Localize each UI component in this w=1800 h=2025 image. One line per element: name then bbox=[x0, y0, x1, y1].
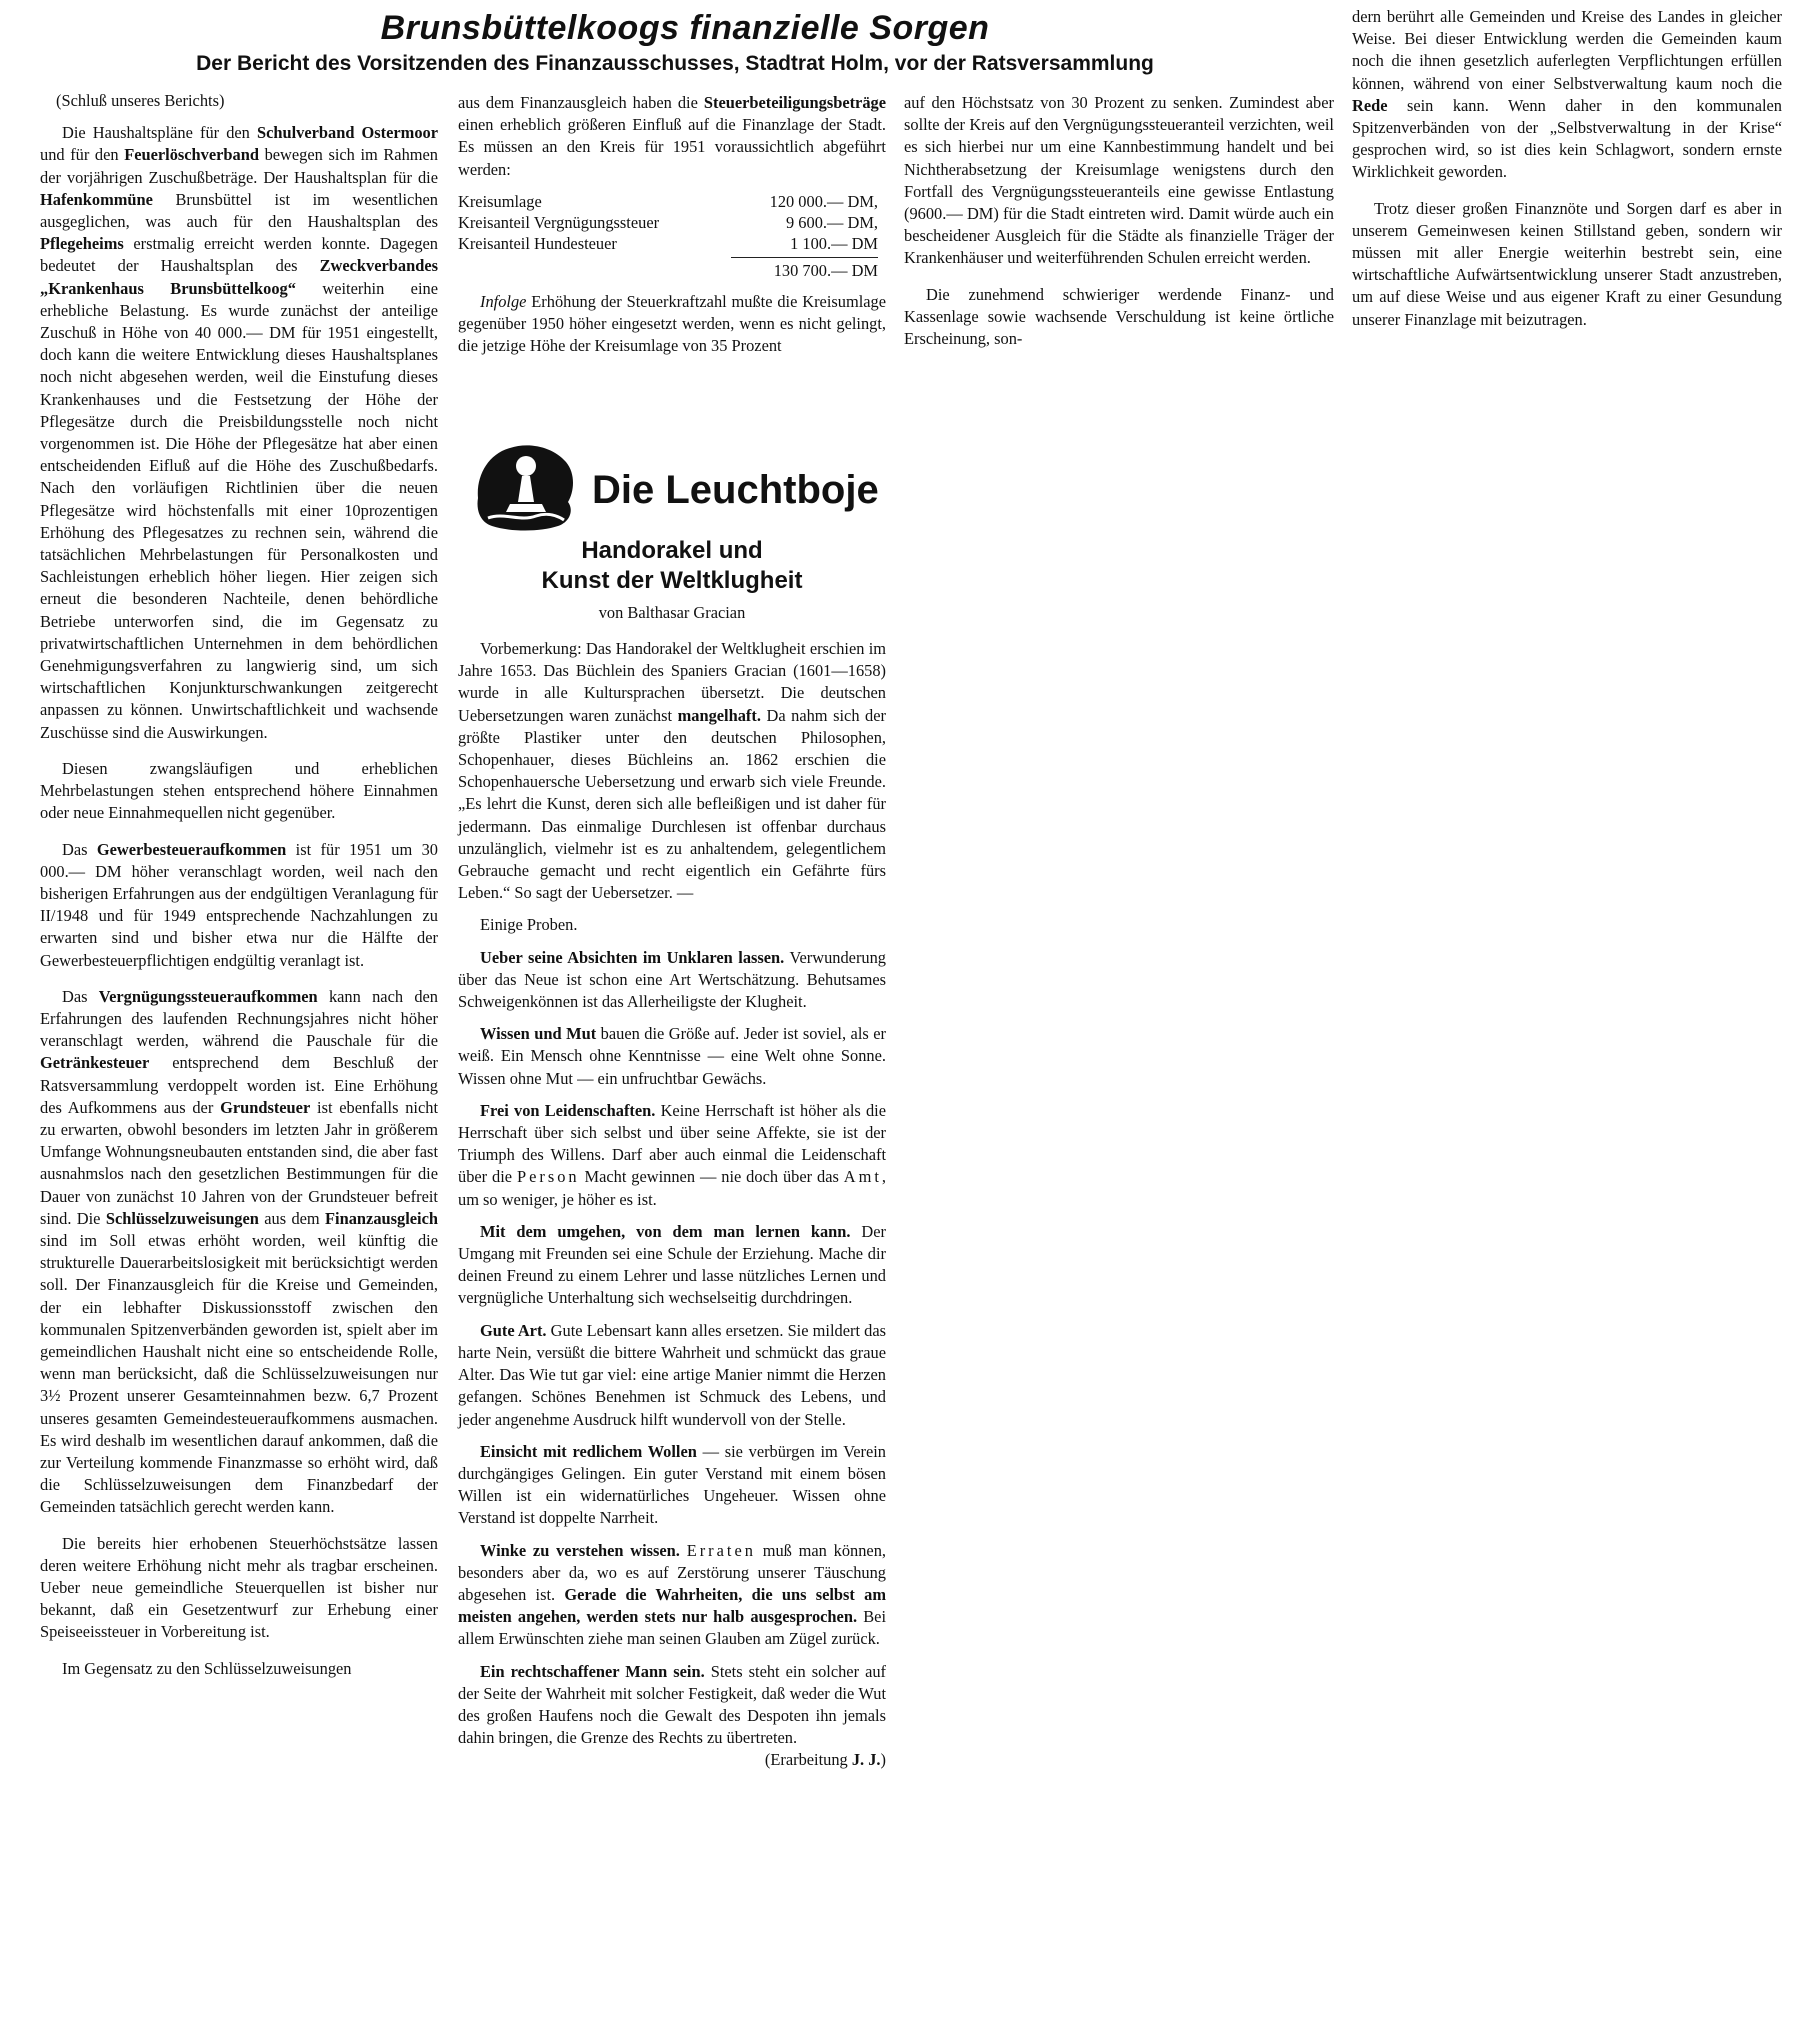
leuchtboje-author: von Balthasar Gracian bbox=[598, 603, 746, 622]
table-cell-label: Kreisanteil Vergnügungssteuer bbox=[458, 212, 660, 232]
spaced-word: Amt bbox=[843, 1167, 882, 1187]
table-cell-label: Kreisumlage bbox=[458, 191, 542, 211]
table-total: 130 700.— DM bbox=[773, 260, 878, 280]
spaced-word: Person bbox=[516, 1167, 580, 1187]
article-headline: Brunsbüttelkoogs finanzielle Sorgen bbox=[380, 9, 990, 47]
maxim-paragraph bbox=[458, 1441, 886, 1530]
maxim-heading: Winke zu verstehen wissen. bbox=[480, 1540, 680, 1560]
paragraph: Im Gegensatz zu den Schlüsselzuweisungen bbox=[62, 1658, 352, 1678]
maxim-heading: Ueber seine Absichten im Unklaren lassen. bbox=[480, 947, 785, 967]
article-column-2 bbox=[458, 92, 886, 371]
text-span: Gute Lebensart kann alles ersetzen. Sie mildert das harte Nein, versüßt die bittere Wahrheit und schmückt das graue Alter. Das Wie tut gar viel: eine artige Manier nimmt die Herzen gefangen. Schönes Benehmen ist Schmuck des Lebens, und jeder angenehme Ausdruck hilft wundervoll von der Stelle. bbox=[458, 1320, 886, 1429]
text-span: Keine Herrschaft ist höher als die Herrschaft über sich selbst und über seine Affekte, sie ist der Triumph des Willens. Darf aber auch einmal die Leidenschaft über die bbox=[458, 1100, 886, 1187]
leuchtboje-title: Die Leuchtboje bbox=[592, 468, 879, 512]
paragraph: Die Haushaltspläne für den Schulverband Ostermoor und für den Feuerlöschverband bewegen sich im Rahmen der vorjährigen Zuschußbeträge. Der Haushaltsplan für die Hafenkommüne Brunsbüttel ist im wesentlichen ausgeglichen, was auch für den Haushaltsplan des Pflegeheims erstmalig erreicht werden konnte. Dagegen bedeutet der Haushaltsplan des Zweckverbandes „Krankenhaus Brunsbüttelkoog“ weiterhin eine erhebliche Belastung. Es wurde zunächst der anteilige Zuschuß in Höhe von 40 000.— DM für 1951 eingestellt, doch kann die weitere Entwicklung dieses Haushaltsplanes noch nicht abgesehen werden, weil die Einstufung dieses Krankenhauses und die Festsetzung der Höhe der Pflegesätze durch die Preisbildungsstelle noch nicht vorgenommen ist. Die Höhe der Pflegesätze hat aber einen entscheidenden Eifluß auf die Höhe des Zuschußbedarfs. Nach den vorläufigen Richtlinien über die neuen Pflegesätze wird höchstenfalls mit einer 10prozentigen Erhöhung des Pflegesatzes zu rechnen sein, während die tatsächlichen Mehrbelastungen für Personalkosten und Sachleistungen erheblich höher liegen. Hier zeigen sich erneut die besonderen Nachteile, denen behördliche Betriebe unterworfen sind, die im Gegensatz zu privatwirtschaftlichen Unternehmen in dem behördlichen Genehmigungsverfahren zu langwierig sind, um sich wirtschaftlichen Konjunkturschwankungen zeitgerecht anpassen zu können. Unwirtschaftlichkeit und wachsende Zuschüsse sind die Auswirkungen. bbox=[40, 123, 438, 742]
table-row bbox=[458, 212, 878, 233]
article-column-4 bbox=[1352, 6, 1782, 345]
paragraph: Infolge Erhöhung der Steuerkraftzahl mußte die Kreisumlage gegenüber 1950 höher eingesetzt werden, wenn es nicht gelingt, die jetzige Höhe der Kreisumlage von 35 Prozent bbox=[458, 291, 886, 356]
intro-paragraph: Vorbemerkung: Das Handorakel der Weltklugheit erschien im Jahre 1653. Das Büchlein des Spaniers Gracian (1601—1658) wurde in alle Kultursprachen übersetzt. Die deutschen Uebersetzungen waren zunächst mangelhaft. Da nahm sich der größte Plastiker unter den deutschen Philosophen, Schopenhauer, dieses Büchleins an. 1862 erschien die Schopenhauersche Uebersetzung und erwarb sich viele Freunde. „Es lehrt die Kunst, deren sich alle befleißigen und ist daher für jedermann. Das einmalige Durchlesen ist offenbar durchaus unzulänglich, vielmehr ist es zu anhaltendem, gelegentlichem Gebrauche gemacht und recht eigentlich ein Gefährte fürs Leben.“ So sagt der Uebersetzer. — bbox=[458, 639, 886, 903]
paragraph: Das Gewerbesteueraufkommen ist für 1951 um 30 000.— DM höher veranschlagt worden, weil nach den bisherigen Erfahrungen aus der endgültigen Veranlagung für II/1948 und für 1949 entsprechende Nachzahlungen zu erwarten sind und bisher etwa nur die Hälfte der Gewerbesteuerpflichtigen endgültig veranlagt ist. bbox=[40, 839, 439, 970]
leuchtboje-subtitle: Handorakel und Kunst der Weltklugheit bbox=[541, 537, 803, 594]
maxims-list bbox=[458, 947, 887, 1770]
table-total-row bbox=[458, 254, 878, 281]
table-row bbox=[458, 191, 878, 212]
maxim-paragraph bbox=[458, 1221, 886, 1310]
text-span: — sie verbürgen im Verein durchgängiges Gelingen. Ein guter Verstand mit einem bösen Willen ist ein widernatürliches Ungeheuer. Wissen ohne Verstand ist doppelte Narrheit. bbox=[458, 1441, 886, 1528]
paragraph: Das Vergnügungssteueraufkommen kann nach den Erfahrungen des laufenden Rechnungsjahres nicht höher veranschlagt werden, während die Pauschale für die Getränkesteuer entsprechend dem Beschluß der Ratsversammlung verdoppelt worden ist. Eine Erhöhung des Aufkommens aus der Grundsteuer ist ebenfalls nicht zu erwarten, obwohl besonders im letzten Jahr in größerem Umfange Wohnungsneubauten entstanden sind, die aber fast ausnahmslos nach den gesetzlichen Bestimmungen für die Dauer von zunächst 10 Jahren von der Grundsteuer befreit sind. Die Schlüsselzuweisungen aus dem Finanzausgleich sind im Soll etwas erhöht worden, weil künftig die strukturelle Dauerarbeitslosigkeit mit berücksichtigt werden soll. Der Finanzausgleich für die Kreise und Gemeinden, der ein lebhafter Diskussionsstoff zwischen den kommunalen Spitzenverbänden geworden ist, spielt aber im gemeindlichen Haushalt nicht eine so entscheidende Rolle, wenn man berücksicht, daß die Schlüsselzuweisungen nur 3½ Prozent unserer Gesamteinnahmen bezw. 6,7 Prozent unseres gesamten Gemeindesteueraufkommens ausmachen. Es wird deshalb im wesentlichen darauf ankommen, daß die zur Verteilung kommende Finanzmasse so erhöht wird, daß die Schlüsselzuweisungen dem Finanzbedarf der Gemeinden tatsächlich gerecht werden kann. bbox=[40, 986, 438, 1517]
text-span: muß man können, besonders aber da, wo es auf Zerstörung unserer Täuschung abgesehen ist. bbox=[458, 1540, 886, 1604]
text-span: Macht gewinnen — nie doch über das bbox=[579, 1167, 844, 1187]
maxim-heading: Wissen und Mut bbox=[480, 1024, 597, 1044]
signature bbox=[743, 1749, 886, 1771]
table-row bbox=[458, 233, 878, 254]
text-span: Stets steht ein solcher auf der Seite der Wahrheit mit solcher Festigkeit, daß weder die Wut des großen Haufens noch die Gewalt des Despoten ihn jemals dahin bringen, die Grenze des Rechts zu übertreten. bbox=[458, 1661, 886, 1748]
paragraph: Trotz dieser großen Finanznöte und Sorgen darf es aber in unserem Gemeinwesen keinen Stillstand geben, sondern wir müssen mit aller Energie weiterhin bestrebt sein, eine wirtschaftliche Aufwärtsentwicklung unserer Stadt anzustreben, um auf diese Weise und aus eigener Kraft zu einer Gesundung unserer Finanzlage mit beizutragen. bbox=[1352, 198, 1782, 329]
bold-phrase: Gerade die Wahrheiten, die uns selbst am meisten angehen, werden stets nur halb ausgesprochen. bbox=[458, 1584, 886, 1627]
text-span: ) bbox=[880, 1750, 886, 1770]
text-span: Verwunderung über das Neue ist schon eine Art Wertschätzung. Behutsames Schweigenkönnen ist das Allerheiligste der Klugheit. bbox=[458, 947, 886, 1012]
table-cell-amount: 9 600.— DM, bbox=[786, 212, 878, 232]
text-span: , um so weniger, je höher es ist. bbox=[458, 1167, 887, 1209]
paragraph: Die zunehmend schwieriger werdende Finanz- und Kassenlage sowie wachsende Verschuldung ist keine örtliche Erscheinung, son- bbox=[904, 284, 1334, 349]
maxim-heading: Mit dem umgehen, von dem man lernen kann. bbox=[480, 1221, 851, 1241]
table-cell-label: Kreisanteil Hundesteuer bbox=[458, 233, 617, 253]
article-subheadline: Der Bericht des Vorsitzenden des Finanzausschusses, Stadtrat Holm, vor der Ratsversammlung bbox=[196, 52, 1154, 75]
maxim-paragraph bbox=[458, 1540, 886, 1651]
paragraph: Die bereits hier erhobenen Steuerhöchstsätze lassen deren weitere Erhöhung nicht mehr als tragbar erscheinen. Ueber neue gemeindliche Steuerquellen ist bisher nur bekannt, daß ein Gesetzentwurf zur Erhebung einer Speiseeissteuer in Vorbereitung ist. bbox=[40, 1533, 438, 1642]
maxim-paragraph bbox=[458, 1320, 886, 1431]
spaced-word: Erraten bbox=[686, 1540, 756, 1560]
continuation-note: (Schluß unseres Berichts) bbox=[56, 91, 225, 110]
leuchtboje-body bbox=[458, 638, 886, 1772]
paragraph: Diesen zwangsläufigen und erheblichen Mehrbelastungen stehen entsprechend höhere Einnahmen oder neue Einnahmequellen nicht gegenüber. bbox=[40, 758, 438, 823]
signature-initials: J. J. bbox=[851, 1750, 881, 1770]
text-span: Der Umgang mit Freunden sei eine Schule der Erziehung. Mache dir deinen Freund zu einem Lehrer und lasse nützliches Lernen und vergnügliche Unterhaltung sich wechselseitig durchdringen. bbox=[458, 1221, 886, 1308]
paragraph: aus dem Finanzausgleich haben die Steuerbeteiligungsbeträge einen erheblich größeren Einfluß auf die Finanzlage der Stadt. Es müssen an den Kreis für 1951 voraussichtlich abgeführt werden: bbox=[458, 93, 886, 179]
text-span bbox=[680, 1541, 687, 1560]
text-span: Bei allem Erwünschten ziehe man seinen Glauben am Zügel zurück. bbox=[458, 1607, 887, 1649]
text-span: (Erarbeitung bbox=[764, 1750, 852, 1770]
maxim-heading: Einsicht mit redlichem Wollen bbox=[480, 1441, 697, 1461]
table-cell-amount: 1 100.— DM bbox=[790, 233, 878, 253]
probes-intro: Einige Proben. bbox=[480, 915, 578, 935]
buoy-lighthouse-icon bbox=[470, 436, 580, 536]
article-column-1 bbox=[40, 90, 438, 1694]
kreis-levy-table bbox=[458, 191, 878, 281]
maxim-paragraph bbox=[458, 1661, 886, 1770]
paragraph: auf den Höchstsatz von 30 Prozent zu senken. Zumindest aber sollte der Kreis auf den Vergnügungssteueranteil verzichten, weil es sich hierbei nur um eine Kannbestimmung handelt und bei Nichtherabsetzung der Kreisumlage wenigstens durch den Fortfall des Vergnügungssteueranteils eine gewisse Entlastung (9600.— DM) für die Stadt eintreten wird. Damit würde auch ein bescheidener Ausgleich für die Städte als finanzielle Träger der Krankenhäuser und weiterführenden Schulen erreicht werden. bbox=[904, 93, 1334, 268]
maxim-heading: Gute Art. bbox=[480, 1320, 547, 1340]
text-span: bauen die Größe auf. Jeder ist soviel, als er weiß. Ein Mensch ohne Kenntnisse — eine Welt ohne Sonne. Wissen ohne Mut — ein unfruchtbar Gewächs. bbox=[458, 1024, 886, 1088]
maxim-paragraph bbox=[458, 1100, 886, 1211]
maxim-paragraph bbox=[458, 1023, 886, 1090]
maxim-heading: Ein rechtschaffener Mann sein. bbox=[480, 1661, 705, 1681]
leuchtboje-header bbox=[470, 436, 890, 536]
article-column-3 bbox=[904, 92, 1334, 364]
table-cell-amount: 120 000.— DM, bbox=[769, 191, 878, 211]
maxim-paragraph bbox=[458, 947, 886, 1014]
paragraph: dern berührt alle Gemeinden und Kreise des Landes in gleicher Weise. Bei dieser Entwicklung werden die Gemeinden kaum noch die ihnen gesetzlich auferlegten Verpflichtungen erfüllen können, während von einer Selbstverwaltung kaum noch die Rede sein kann. Wenn daher in den kommunalen Spitzenverbänden von der „Selbstverwaltung in der Krise“ gesprochen wird, so ist dies kein Schlagwort, sondern ernste Wirklichkeit geworden. bbox=[1352, 7, 1782, 182]
maxim-heading: Frei von Leidenschaften. bbox=[480, 1100, 656, 1120]
